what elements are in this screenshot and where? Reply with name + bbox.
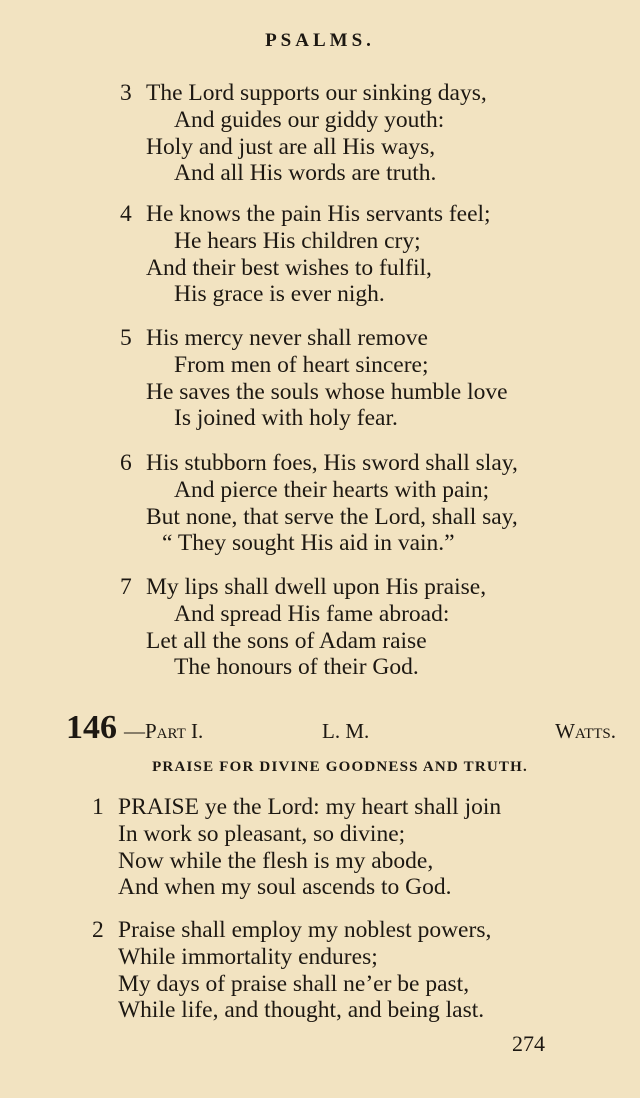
verse-number: 3	[120, 80, 132, 106]
verse-line: And all His words are truth.	[174, 160, 437, 187]
verse-line: But none, that serve the Lord, shall say,	[146, 503, 518, 530]
hymn-part: —Part I.	[124, 719, 204, 743]
verse-number: 1	[92, 794, 104, 820]
verse-line: His mercy never shall remove	[146, 325, 428, 351]
verse-line: Praise shall employ my noblest powers,	[118, 917, 492, 943]
verse-line: And pierce their hearts with pain;	[174, 476, 490, 503]
verse-line: And guides our giddy youth:	[174, 106, 445, 133]
hymn-author: Watts.	[555, 719, 616, 743]
verse-line: He knows the pain His servants feel;	[146, 201, 491, 227]
verse-line: His stubborn foes, His sword shall slay,	[146, 450, 518, 476]
verse-line: “ They sought His aid in vain.”	[162, 530, 455, 557]
page-number: 274	[512, 1031, 545, 1056]
verse-5	[120, 325, 508, 432]
verse-number: 5	[120, 325, 132, 351]
hymn-subtitle: PRAISE FOR DIVINE GOODNESS AND TRUTH.	[152, 759, 528, 775]
verse-line: He hears His children cry;	[174, 227, 421, 254]
verse-7	[120, 574, 486, 681]
hymn-verse-2	[92, 917, 491, 1024]
verse-line: The Lord supports our sinking days,	[146, 80, 487, 106]
verse-3	[120, 80, 487, 187]
verse-line: He saves the souls whose humble love	[146, 378, 508, 405]
running-header: PSALMS.	[265, 30, 375, 51]
verse-line: The honours of their God.	[174, 654, 419, 681]
verse-number: 6	[120, 450, 132, 476]
verse-number: 2	[92, 917, 104, 943]
hymn-number: 146	[66, 709, 117, 746]
verse-line: Let all the sons of Adam raise	[146, 627, 427, 654]
verse-6	[120, 450, 518, 557]
verse-4	[120, 201, 491, 308]
hymn-verse-1	[92, 794, 501, 901]
verse-number: 4	[120, 201, 132, 227]
verse-line: In work so pleasant, so divine;	[118, 820, 406, 847]
verse-line: And spread His fame abroad:	[174, 600, 450, 627]
verse-line: From men of heart sincere;	[174, 351, 429, 378]
verse-line: PRAISE ye the Lord: my heart shall join	[118, 794, 502, 820]
verse-number: 7	[120, 574, 132, 600]
verse-line: While life, and thought, and being last.	[118, 997, 485, 1024]
hymn-meter: L. M.	[322, 719, 370, 743]
verse-line: My days of praise shall ne’er be past,	[118, 970, 470, 997]
verse-line: While immortality endures;	[118, 943, 378, 970]
hymn-heading	[66, 709, 616, 747]
verse-line: Now while the flesh is my abode,	[118, 847, 434, 874]
verse-line: And their best wishes to fulfil,	[146, 254, 432, 281]
verse-line: His grace is ever nigh.	[174, 281, 385, 308]
verse-line: My lips shall dwell upon His praise,	[146, 574, 487, 600]
verse-line: Holy and just are all His ways,	[146, 133, 436, 160]
verse-line: Is joined with holy fear.	[174, 405, 398, 432]
verse-line: And when my soul ascends to God.	[118, 874, 452, 901]
